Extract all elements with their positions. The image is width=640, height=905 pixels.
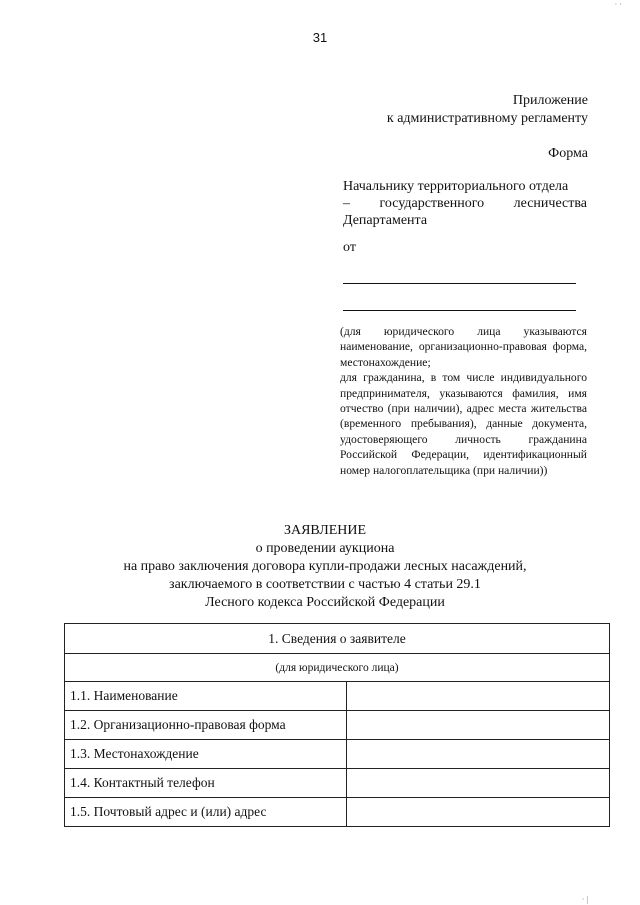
addressee-line-2: – государственного лесничества [343, 196, 587, 211]
statement-line-4: Лесного кодекса Российской Федерации [205, 595, 445, 610]
row-value-phone[interactable] [347, 769, 610, 798]
row-value-postal-address[interactable] [347, 798, 610, 827]
addressee-line-3: Департамента [343, 213, 428, 228]
hint-legal-entity: (для юридического лица указываются наименование, организационно-правовая форма, местонахождение; [340, 325, 587, 369]
form-label: Форма [548, 146, 588, 161]
statement-line-3: заключаемого в соответствии с частью 4 статьи 29.1 [169, 577, 481, 592]
statement-heading: ЗАЯВЛЕНИЕ [283, 523, 367, 538]
applicant-info-table [64, 623, 610, 827]
applicant-line-1[interactable] [343, 283, 576, 284]
row-label-location: 1.3. Местонахождение [65, 740, 347, 769]
appendix-subtitle: к административному регламенту [386, 111, 588, 126]
addressee-line-1: Начальнику территориального отдела [343, 179, 569, 194]
table-row [65, 798, 610, 827]
section-header: 1. Сведения о заявителе [65, 624, 610, 654]
table-row [65, 769, 610, 798]
applicant-line-2[interactable] [343, 310, 576, 311]
section-subheader: (для юридического лица) [65, 654, 610, 682]
page-number: 31 [312, 30, 328, 45]
scan-mark-bottom: · | [581, 895, 588, 904]
appendix-title: Приложение [512, 93, 588, 108]
addressee-block [343, 178, 587, 229]
row-value-location[interactable] [347, 740, 610, 769]
hint-citizen: для гражданина, в том числе индивидуального предпринимателя, указываются фамилия, имя отчество (при наличии), адрес места жительства (временного пребывания), данные документа, удостоверяющего личность гражданина Российской Федерации, идентификационный номер налогоплательщика (при наличии)) [340, 371, 587, 477]
statement-line-1: о проведении аукциона [255, 541, 395, 556]
applicant-hint [340, 324, 587, 478]
scan-mark-top: · · [614, 0, 622, 9]
table-row [65, 740, 610, 769]
row-value-name[interactable] [347, 682, 610, 711]
statement-line-2: на право заключения договора купли-продажи лесных насаждений, [123, 559, 527, 574]
row-label-name: 1.1. Наименование [65, 682, 347, 711]
from-label: от [343, 240, 356, 255]
table-row [65, 711, 610, 740]
statement-title [60, 522, 590, 612]
row-label-legal-form: 1.2. Организационно-правовая форма [65, 711, 347, 740]
table-row [65, 682, 610, 711]
row-label-phone: 1.4. Контактный телефон [65, 769, 347, 798]
row-value-legal-form[interactable] [347, 711, 610, 740]
row-label-postal-address: 1.5. Почтовый адрес и (или) адрес [65, 798, 347, 827]
